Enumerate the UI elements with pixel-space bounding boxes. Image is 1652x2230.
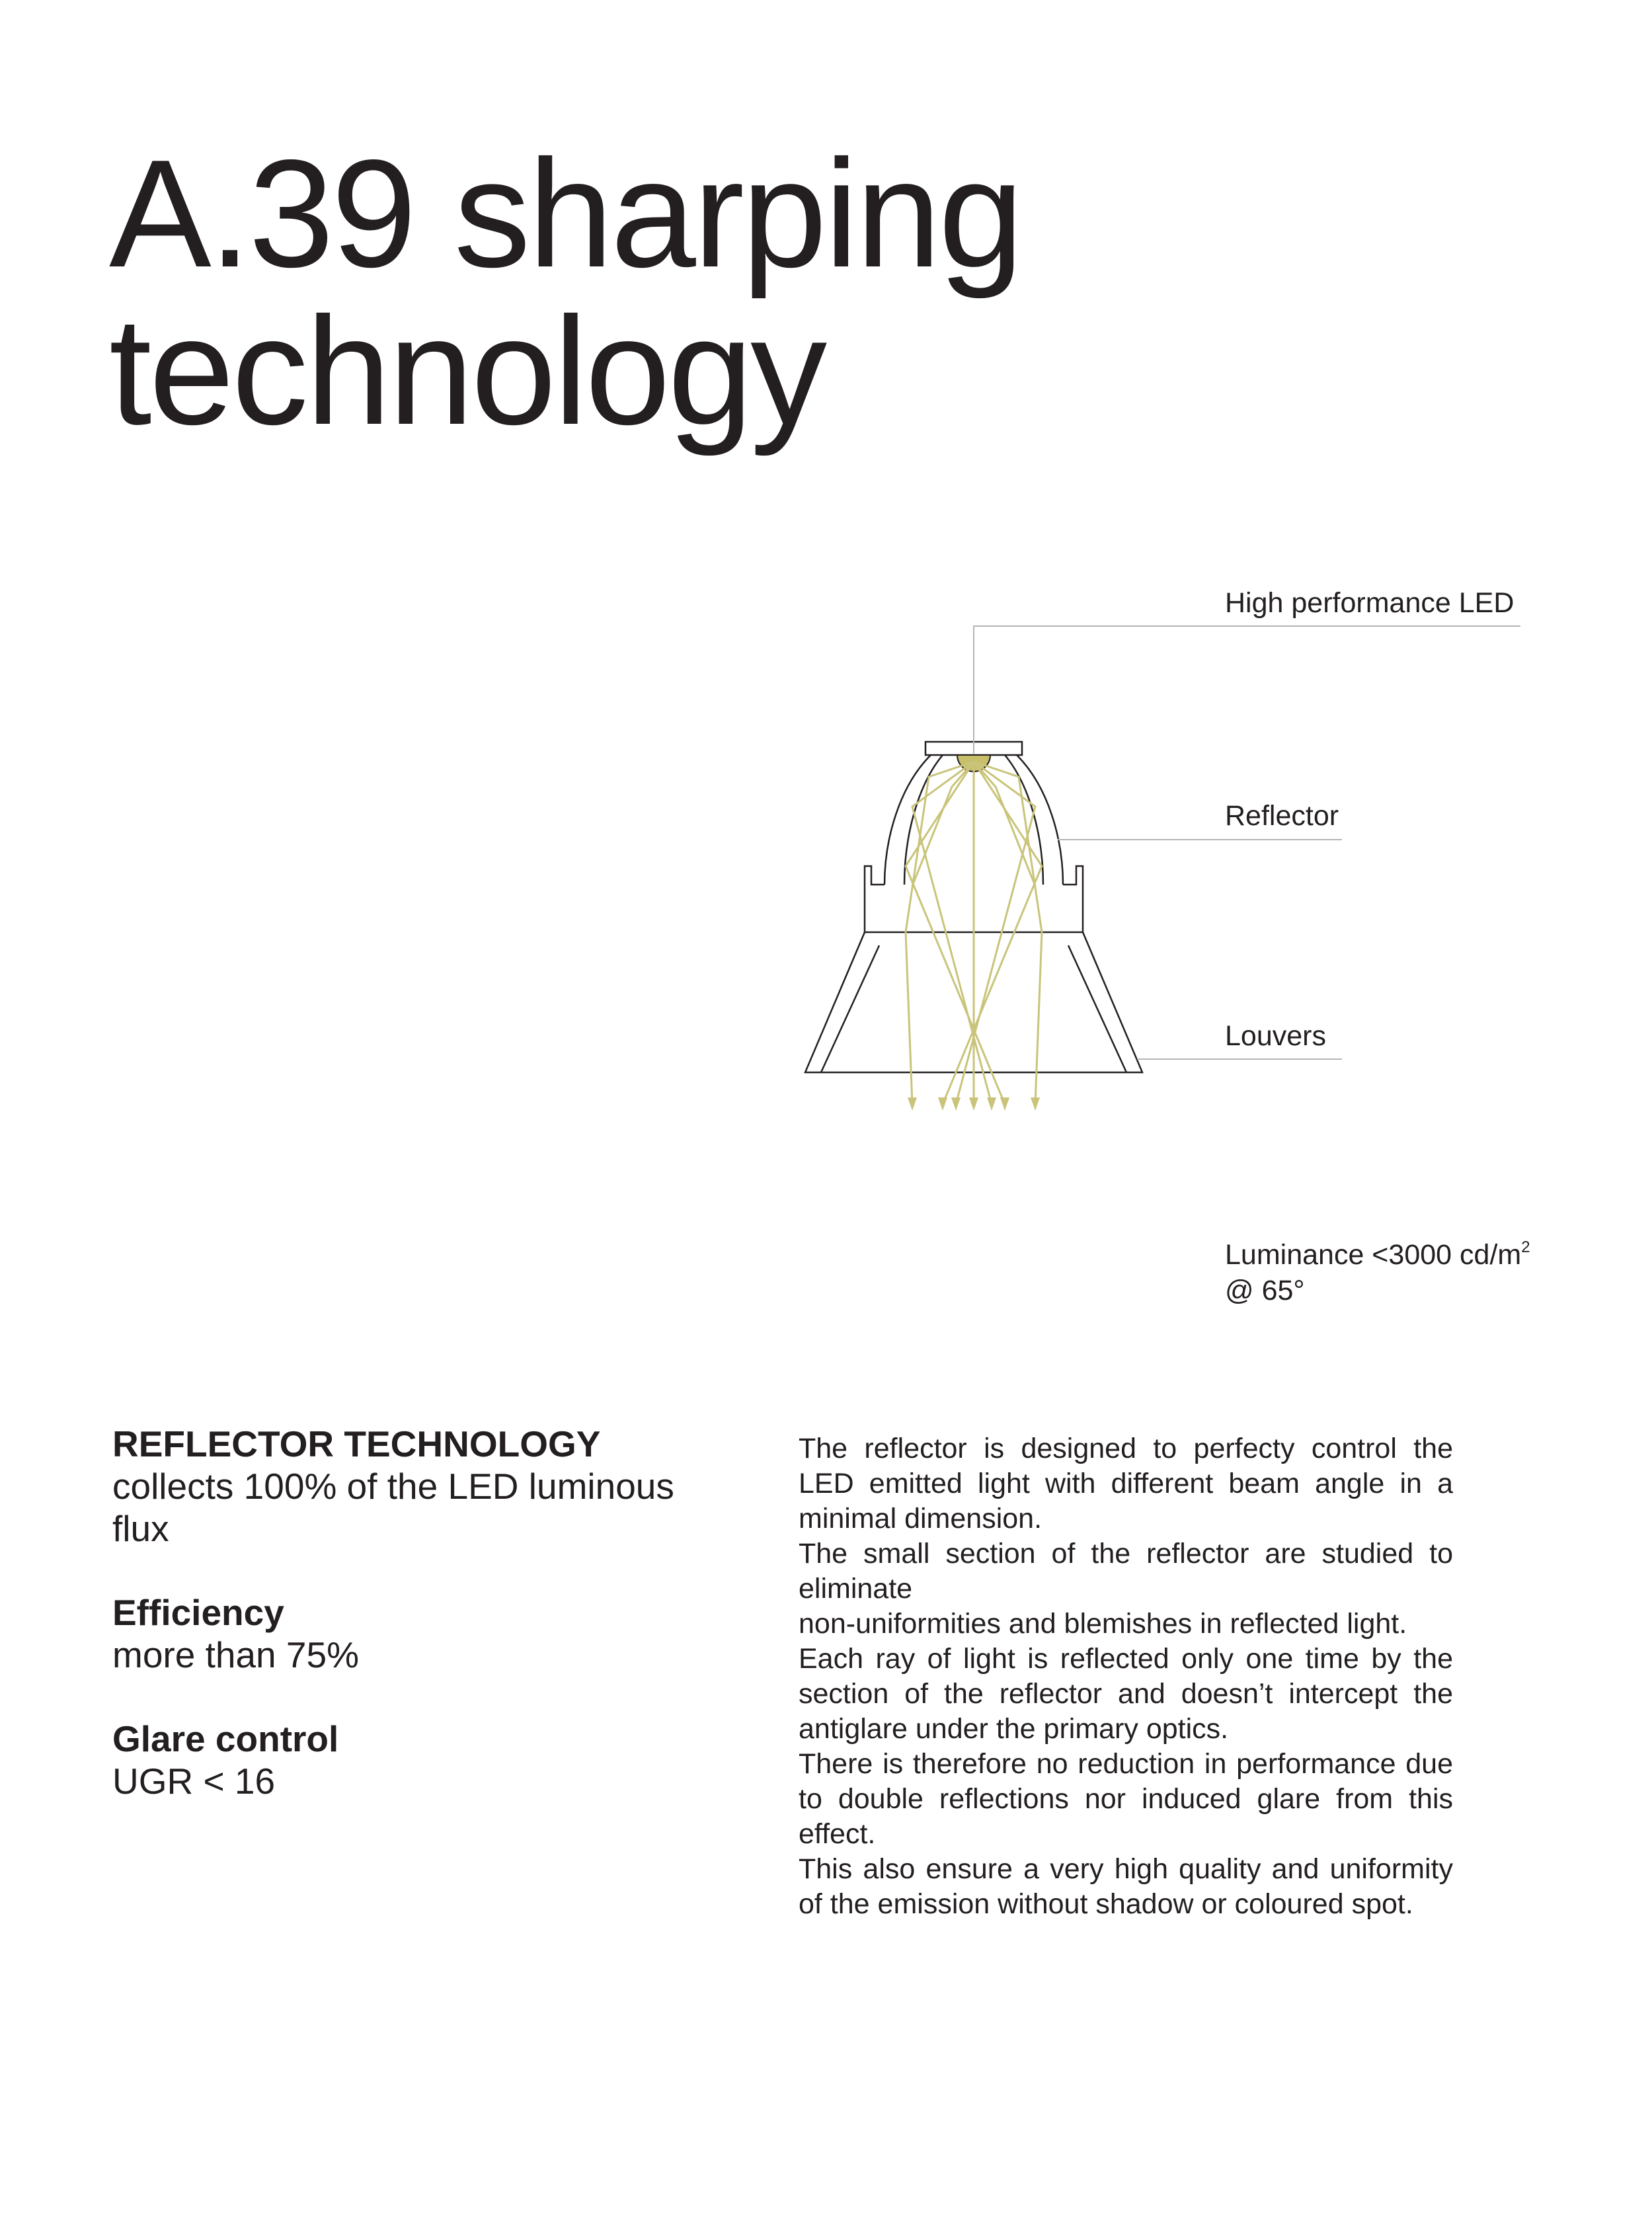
description-paragraph: The small section of the reflector are studied to eliminate xyxy=(799,1538,1453,1605)
clip-left xyxy=(865,866,885,932)
arrowhead xyxy=(908,1097,917,1111)
callout-led: High performance LED xyxy=(1225,587,1514,619)
page-title-line-2: technology xyxy=(109,286,825,457)
louver-right xyxy=(1068,932,1142,1072)
description-paragraph: This also ensure a very high quality and uniformity of the emission without shadow or coloured spot. xyxy=(799,1853,1453,1920)
description-paragraph: The reflector is designed to perfecty control the LED emitted light with different beam angle in a minimal dimension. xyxy=(799,1433,1453,1534)
arrowhead xyxy=(1000,1097,1009,1111)
spec-reflector-heading: REFLECTOR TECHNOLOGY xyxy=(112,1423,601,1464)
spec-glare-heading: Glare control xyxy=(112,1718,339,1759)
page-title-line-1: A.39 sharping xyxy=(109,128,1021,299)
reflector-diagram xyxy=(780,588,1560,1170)
description-paragraph: There is therefore no reduction in performance due to double reflections nor induced glare from this effect. xyxy=(799,1748,1453,1850)
callout-angle: @ 65° xyxy=(1225,1275,1305,1306)
clip-right xyxy=(1063,866,1083,932)
callout-luminance xyxy=(1225,1226,1530,1276)
spec-glare-value: UGR < 16 xyxy=(112,1761,276,1802)
spec-reflector-value-line-1: collects 100% of the LED luminous xyxy=(112,1466,674,1507)
louver-left xyxy=(805,932,879,1072)
luminance-unit-exponent: 2 xyxy=(1521,1238,1530,1256)
description-paragraph: Each ray of light is reflected only one time by the section of the reflector and doesn’t intercept the antiglare under the primary optics. xyxy=(799,1643,1453,1745)
spec-glare xyxy=(112,1718,707,1802)
description-paragraph: non-uniformities and blemishes in reflected light. xyxy=(799,1608,1407,1640)
spec-efficiency-heading: Efficiency xyxy=(112,1592,284,1633)
spec-reflector-value-line-2: flux xyxy=(112,1508,169,1549)
arrowhead xyxy=(1031,1097,1040,1111)
luminance-value: Luminance <3000 cd/m xyxy=(1225,1239,1522,1271)
reflector-outer-left xyxy=(885,755,931,885)
spec-efficiency-value: more than 75% xyxy=(112,1634,359,1675)
callout-louvers: Louvers xyxy=(1225,1020,1326,1052)
description xyxy=(799,1431,1453,1922)
callout-reflector: Reflector xyxy=(1225,800,1339,832)
arrowhead xyxy=(969,1097,978,1111)
arrowhead xyxy=(951,1097,961,1111)
leader-led xyxy=(974,626,1520,754)
page-title xyxy=(109,128,1021,457)
arrowhead xyxy=(938,1097,947,1111)
spec-efficiency xyxy=(112,1591,707,1676)
leader-lines xyxy=(974,626,1520,1059)
ray-arrowheads xyxy=(908,1097,1040,1111)
spec-reflector xyxy=(112,1423,707,1550)
arrowhead xyxy=(987,1097,996,1111)
reflector-outer-right xyxy=(1017,755,1063,885)
